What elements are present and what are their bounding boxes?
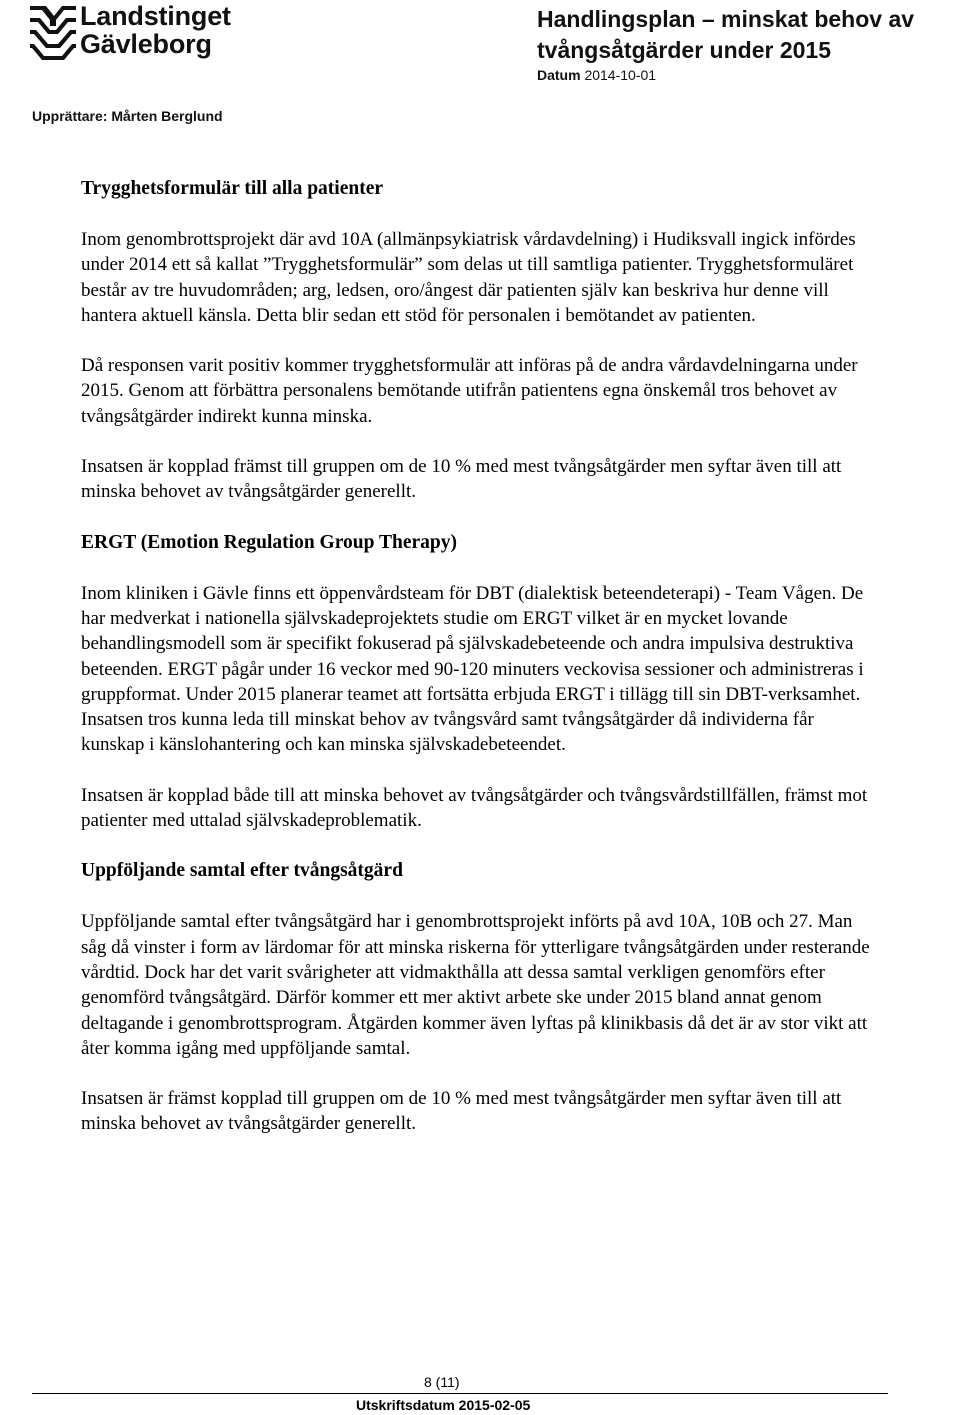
document-author: Upprättare: Mårten Berglund <box>32 108 223 124</box>
logo-line-1: Landstinget <box>80 1 231 31</box>
logo-wordmark <box>80 2 231 58</box>
document-body <box>81 176 881 1162</box>
print-date: Utskriftsdatum 2015-02-05 <box>356 1397 531 1413</box>
document-title-line-1: Handlingsplan – minskat behov av <box>537 6 915 32</box>
paragraph: Insatsen är kopplad främst till gruppen om de 10 % med mest tvångsåtgärder men syftar även till att minska behovet av tvångsåtgärder generellt. <box>81 456 842 503</box>
document-title <box>537 4 957 66</box>
section-heading-uppfoljande-samtal: Uppföljande samtal efter tvångsåtgärd <box>81 860 403 882</box>
paragraph: Insatsen är främst kopplad till gruppen om de 10 % med mest tvångsåtgärder men syftar även till att minska behovet av tvångsåtgärder generellt. <box>81 1088 842 1135</box>
paragraph: Uppföljande samtal efter tvångsåtgärd har i genombrottsprojekt införts på avd 10A, 10B och 27. Man såg då vinster i form av lärdomar för att minska riskerna för ytterligare tvångsåtgärden under resterande vårdtid. Dock har det varit svårigheter att vidmakthålla att dessa samtal verkligen genomförs efter genomförd tvångsåtgärd. Därför kommer ett mer aktivt arbete ske under 2015 bland annat genom deltagande i genombrottsprogram. Åtgärden kommer även lyftas på klinikbasis då det är av stor vikt att åter komma igång med uppföljande samtal. <box>81 911 870 1059</box>
document-date <box>537 67 656 83</box>
paragraph: Inom kliniken i Gävle finns ett öppenvårdsteam för DBT (dialektisk beteendeterapi) - Team Vågen. De har medverkat i nationella självskadeprojektets studie om ERGT vilket är en mycket lovande behandlingsmodell som är specifikt fokuserad på självskadebeteende och andra impulsiva destruktiva beteenden. ERGT pågår under 16 veckor med 90-120 minuters veckovisa sessioner och administreras i gruppformat. Under 2015 planerar teamet att fortsätta erbjuda ERGT i tillägg till sin DBT-verksamhet. Insatsen tros kunna leda till minskat behov av tvångsvård samt tvångsåtgärder då individerna får kunskap i känslohantering och kan minska självskadebeteendet. <box>81 582 864 756</box>
paragraph: Insatsen är kopplad både till att minska behovet av tvångsåtgärder och tvångsvårdstillfällen, främst mot patienter med uttalad självskadeproblematik. <box>81 784 868 832</box>
logo-line-2: Gävleborg <box>80 29 212 59</box>
section-heading-trygghetsformular: Trygghetsformulär till alla patienter <box>81 178 384 199</box>
paragraph: Inom genombrottsprojekt där avd 10A (allmänpsykiatrisk vårdavdelning) i Hudiksvall ingick infördes under 2014 ett så kallat ”Trygghetsformulär” som delas ut till samtliga patienter. Trygghetsformuläret består av tre huvudområden; arg, ledsen, oro/ångest där patienten själv kan beskriva hur denne vill hantera aktuell känsla. Detta blir sedan ett stöd för personalen i bemötandet av patienten. <box>81 229 856 326</box>
date-label: Datum <box>537 67 581 83</box>
footer-divider <box>32 1393 888 1394</box>
logo-mark-icon <box>28 4 78 60</box>
organization-logo <box>28 2 238 64</box>
date-value: 2014-10-01 <box>584 67 657 83</box>
section-heading-ergt: ERGT (Emotion Regulation Group Therapy) <box>81 531 457 553</box>
document-title-line-2: tvångsåtgärder under 2015 <box>537 37 832 63</box>
page-number: 8 (11) <box>424 1374 460 1390</box>
paragraph: Då responsen varit positiv kommer trygghetsformulär att införas på de andra vårdavdelningarna under 2015. Genom att förbättra personalens bemötande utifrån patientens egna önskemål tros behovet av tvångsåtgärder indirekt kunna minska. <box>81 355 858 427</box>
